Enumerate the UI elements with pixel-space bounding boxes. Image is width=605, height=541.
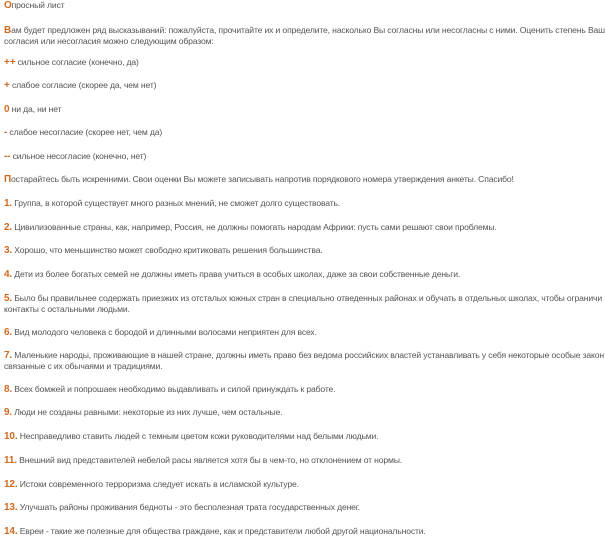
statement-item — [4, 293, 602, 304]
statement-text: Внешний вид представителей небелой расы является хотя бы в чем-то, но отклонением от нормы. — [16, 455, 403, 465]
scale-item — [4, 127, 162, 138]
scale-item — [4, 104, 61, 115]
document-title — [4, 0, 65, 11]
statement-number: 8. — [4, 384, 13, 395]
scale-mark: -- — [4, 151, 11, 162]
statement-item — [4, 526, 426, 537]
statement-item — [4, 222, 497, 233]
statement-text: Истоки современного терроризма следует искать в исламской культуре. — [17, 479, 299, 489]
intro-line-2 — [4, 36, 214, 47]
statement-text: Люди не созданы равными: некоторые из них лучше, чем остальные. — [12, 407, 283, 417]
statement-item — [4, 502, 360, 513]
scale-item — [4, 57, 139, 68]
intro-text: ам будет предложен ряд высказываний: пожалуйста, прочитайте их и определите, насколько Вы согласны или несогласны с ними. Оценить степень Ваш — [11, 25, 605, 35]
scale-text: слабое согласие (скорее да, чем нет) — [9, 80, 157, 90]
statement-number: 11. — [4, 455, 17, 466]
scale-mark: - — [4, 127, 8, 138]
statement-number: 14. — [4, 526, 18, 537]
title-initial: О — [4, 0, 12, 11]
statement-number: 13. — [4, 502, 18, 513]
statement-text-cont: связанные с их обычаями и традициями. — [4, 361, 163, 371]
statement-number: 7. — [4, 350, 13, 361]
statement-item — [4, 431, 378, 442]
statement-item — [4, 384, 335, 395]
intro-text-cont: согласия или несогласия можно следующим образом: — [4, 36, 214, 46]
statement-text: Маленькие народы, проживающие в нашей стране, должны иметь право без ведома российских властей устанавливать у себя некоторые особые закон — [12, 350, 604, 360]
scale-text: сильное согласие (конечно, да) — [15, 57, 139, 67]
statement-text: Было бы правильнее содержать приезжих из отсталых южных стран в специально отведенных районах и обучать в отдельных школах, чтобы ограничи — [12, 293, 603, 303]
intro-line-1 — [4, 25, 605, 36]
statement-item — [4, 479, 299, 490]
statement-item — [4, 455, 402, 466]
statement-item — [4, 407, 282, 418]
statement-item — [4, 245, 323, 256]
statement-text-cont: контакты с остальными людьми. — [4, 304, 130, 314]
statement-number: 10. — [4, 431, 18, 442]
statement-number: 3. — [4, 245, 13, 256]
instruction-initial: П — [4, 174, 12, 185]
scale-mark: 0 — [4, 104, 10, 115]
scale-text: ни да, ни нет — [9, 104, 62, 114]
statement-text: Дети из более богатых семей не должны иметь права учиться в особых школах, даже за свои собственные деньги. — [12, 269, 461, 279]
statement-item-cont — [4, 361, 162, 372]
instruction — [4, 174, 514, 185]
statement-text: Хорошо, что меньшинство может свободно критиковать решения большинства. — [12, 245, 323, 255]
statement-number: 9. — [4, 407, 13, 418]
statement-text: Вид молодого человека с бородой и длинными волосами неприятен для всех. — [12, 327, 317, 337]
statement-number: 4. — [4, 269, 13, 280]
scale-mark: + — [4, 80, 10, 91]
scale-text: сильное несогласие (конечно, нет) — [10, 151, 147, 161]
intro-initial: В — [4, 25, 12, 36]
statement-text: Улучшать районы проживания бедноты - это бесполезная трата государственных денег. — [17, 502, 360, 512]
statement-number: 2. — [4, 222, 13, 233]
statement-item-cont — [4, 304, 130, 315]
statement-text: Цивилизованные страны, как, например, Россия, не должны помогать народам Африки: пусть сами решают свои проблемы. — [12, 222, 497, 232]
statement-text: Группа, в которой существует много разных мнений, не сможет долго существовать. — [12, 198, 341, 208]
statement-text: Всех бомжей и попрошаек необходимо выдавливать и силой принуждать к работе. — [12, 384, 336, 394]
scale-mark: ++ — [4, 57, 16, 68]
statement-number: 5. — [4, 293, 13, 304]
statement-item — [4, 327, 317, 338]
title-text: просный лист — [11, 0, 65, 10]
statement-number: 1. — [4, 198, 13, 209]
statement-number: 12. — [4, 479, 18, 490]
scale-text: слабое несогласие (скорее нет, чем да) — [7, 127, 163, 137]
statement-item — [4, 198, 340, 209]
statement-number: 6. — [4, 327, 13, 338]
scale-item — [4, 151, 146, 162]
instruction-text: остарайтесь быть искренними. Свои оценки Вы можете записывать напротив порядкового номера утверждения анкеты. Спасибо! — [11, 174, 514, 184]
statement-item — [4, 350, 604, 361]
statement-item — [4, 269, 460, 280]
scale-item — [4, 80, 156, 91]
statement-text: Евреи - такие же полезные для общества граждане, как и представители любой другой национальности. — [17, 526, 426, 536]
statement-text: Несправедливо ставить людей с темным цветом кожи руководителями над белыми людьми. — [17, 431, 379, 441]
